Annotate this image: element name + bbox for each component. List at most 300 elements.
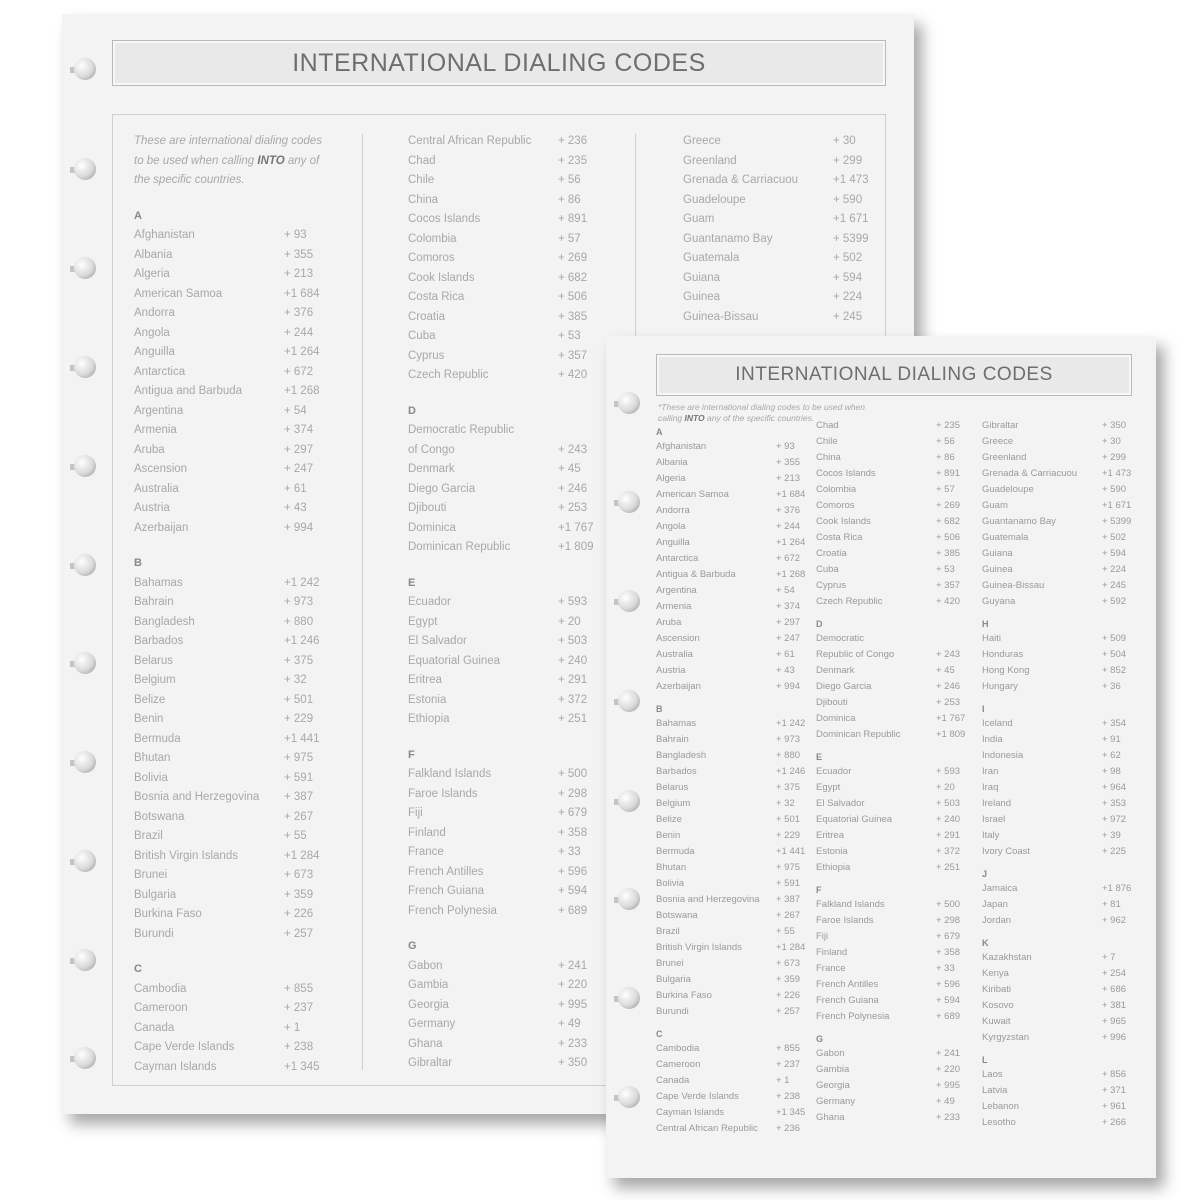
country-name: Iraq	[982, 782, 999, 793]
dialing-code: + 61	[776, 649, 795, 660]
country-name: British Virgin Islands	[656, 942, 742, 953]
country-name: Ireland	[982, 798, 1012, 809]
dialing-code: + 241	[936, 1048, 961, 1059]
code-row	[656, 812, 808, 828]
code-row	[816, 929, 966, 945]
dialing-code: + 245	[833, 310, 863, 323]
dialing-code: +1 268	[284, 385, 320, 397]
code-row	[408, 347, 618, 367]
code-row	[656, 647, 808, 663]
dialing-code: + 353	[1102, 798, 1127, 809]
code-row	[656, 924, 808, 940]
dialing-code: + 880	[776, 750, 801, 761]
code-row	[816, 780, 966, 796]
dialing-code: + 354	[1102, 718, 1127, 729]
country-name: Egypt	[408, 615, 438, 628]
country-name: Czech Republic	[816, 596, 883, 607]
dialing-code: + 266	[1102, 1117, 1127, 1128]
country-name: Latvia	[982, 1085, 1008, 1096]
dialing-code: + 376	[776, 505, 801, 516]
code-row	[982, 764, 1132, 780]
country-name: Antarctica	[656, 553, 699, 564]
code-row	[683, 191, 893, 211]
country-name: Guiana	[982, 548, 1013, 559]
code-row	[656, 1073, 808, 1089]
code-row	[816, 450, 966, 466]
dialing-code: + 355	[284, 248, 314, 261]
code-row	[683, 269, 893, 289]
code-row	[408, 480, 618, 500]
code-row	[408, 652, 618, 672]
country-name: Brunei	[656, 958, 684, 969]
code-row	[134, 480, 344, 500]
country-name: Honduras	[982, 649, 1024, 660]
dialing-code: + 501	[776, 814, 801, 825]
code-row	[134, 304, 344, 324]
country-name: Canada	[134, 1021, 175, 1034]
dialing-code: + 503	[936, 798, 961, 809]
dialing-code: + 240	[936, 814, 961, 825]
dialing-code: +1 876	[1102, 883, 1132, 894]
dialing-code: + 253	[936, 697, 961, 708]
dialing-code: + 251	[936, 862, 961, 873]
dialing-code: + 891	[936, 468, 961, 479]
code-row	[816, 812, 966, 828]
country-name: Central African Republic	[408, 135, 532, 147]
country-name: Guatemala	[683, 252, 740, 264]
country-name: Diego Garcia	[816, 681, 872, 692]
dialing-code: + 257	[776, 1006, 801, 1017]
code-row	[816, 679, 966, 695]
dialing-code: +1 671	[833, 213, 869, 225]
dialing-code: + 237	[284, 1002, 314, 1014]
code-row	[656, 748, 808, 764]
dialing-code: + 500	[558, 768, 588, 780]
page-title: INTERNATIONAL DIALING CODES	[112, 40, 886, 86]
dialing-code: + 689	[558, 904, 588, 917]
dialing-code: + 57	[936, 484, 955, 495]
dialing-code: + 994	[284, 521, 314, 534]
dialing-code: + 376	[284, 307, 314, 319]
code-row	[408, 691, 618, 711]
dialing-code: + 32	[284, 674, 307, 686]
country-name: Albania	[134, 248, 173, 261]
country-name: Guinea	[683, 291, 721, 303]
country-name: Guinea-Bissau	[982, 580, 1045, 591]
code-row	[408, 785, 618, 805]
code-row	[982, 732, 1132, 748]
code-row	[134, 1019, 344, 1039]
dialing-code: + 243	[558, 443, 588, 456]
dialing-code: +1 441	[284, 732, 320, 745]
country-name: Kosovo	[982, 1000, 1014, 1011]
country-name: Djibouti	[816, 697, 848, 708]
country-name: Angola	[656, 521, 686, 532]
code-row	[982, 562, 1132, 578]
code-row	[683, 288, 893, 308]
country-name: Armenia	[134, 424, 177, 436]
dialing-code: + 20	[558, 615, 581, 628]
country-name: Greenland	[683, 154, 737, 167]
dialing-code: + 502	[1102, 532, 1127, 543]
code-row	[656, 471, 808, 487]
code-row	[982, 748, 1132, 764]
country-name: Croatia	[408, 310, 446, 323]
dialing-code: +1 246	[776, 766, 806, 777]
country-name: Burundi	[134, 927, 174, 940]
code-row	[134, 441, 344, 461]
code-row	[982, 546, 1132, 562]
dialing-code: + 372	[558, 693, 588, 706]
dialing-code: + 995	[936, 1080, 961, 1091]
dialing-code: + 213	[776, 473, 801, 484]
code-row	[656, 615, 808, 631]
binder-hole-icon	[614, 987, 640, 1013]
dialing-code: + 856	[1102, 1069, 1127, 1080]
code-row	[982, 1099, 1132, 1115]
dialing-code: +1 284	[776, 942, 806, 953]
code-row	[982, 796, 1132, 812]
country-name: Hong Kong	[982, 665, 1030, 676]
code-row	[408, 902, 618, 922]
dialing-code: + 962	[1102, 915, 1127, 926]
dialing-code: + 372	[936, 846, 961, 857]
dialing-code: + 375	[776, 782, 801, 793]
dialing-code: + 371	[1102, 1085, 1127, 1096]
dialing-code: + 33	[936, 963, 955, 974]
dialing-code: + 229	[776, 830, 801, 841]
dialing-code: + 53	[558, 330, 581, 342]
binder-hole-icon	[70, 455, 96, 481]
dialing-code: + 506	[936, 532, 961, 543]
code-row	[408, 538, 618, 558]
country-name: Belarus	[134, 654, 173, 667]
country-name: Guam	[982, 500, 1008, 511]
dialing-code: + 233	[936, 1112, 961, 1123]
country-name: Antigua and Barbuda	[134, 385, 243, 397]
country-name: Belgium	[134, 674, 176, 686]
code-row	[816, 711, 966, 727]
code-row	[982, 594, 1132, 610]
dialing-code: + 374	[284, 424, 314, 436]
country-name: Burkina Faso	[134, 908, 202, 920]
code-row	[408, 957, 618, 977]
dialing-code: + 226	[284, 908, 314, 920]
code-row	[982, 466, 1132, 482]
binder-hole-icon	[70, 652, 96, 678]
code-row	[408, 1015, 618, 1035]
dialing-code: + 53	[936, 564, 955, 575]
dialing-code: + 226	[776, 990, 801, 1001]
dialing-code: +1 345	[284, 1060, 320, 1073]
dialing-code: + 20	[936, 782, 955, 793]
code-row	[816, 530, 966, 546]
code-row	[134, 905, 344, 925]
code-row	[816, 993, 966, 1009]
country-name: Cameroon	[656, 1059, 701, 1070]
country-name: Comoros	[816, 500, 855, 511]
binder-hole-icon	[70, 158, 96, 184]
binder-hole-icon	[70, 356, 96, 382]
dialing-code: + 387	[284, 791, 314, 803]
dialing-code: + 506	[558, 291, 588, 303]
country-name: Greece	[683, 135, 721, 147]
code-row	[982, 530, 1132, 546]
dialing-code: + 213	[284, 268, 314, 280]
code-row	[656, 503, 808, 519]
country-name: Denmark	[408, 463, 455, 475]
country-name: Argentina	[134, 404, 184, 417]
code-row	[816, 514, 966, 530]
dialing-code: + 267	[284, 810, 314, 823]
dialing-code: + 246	[936, 681, 961, 692]
code-row	[134, 749, 344, 769]
country-name: Argentina	[656, 585, 697, 596]
code-row	[134, 925, 344, 945]
country-name: Iran	[982, 766, 999, 777]
dialing-code: + 501	[284, 693, 314, 706]
country-name: Denmark	[816, 665, 855, 676]
country-name: El Salvador	[816, 798, 865, 809]
country-name: Cape Verde Islands	[656, 1091, 739, 1102]
section-letter: G	[816, 1034, 824, 1044]
country-name: Australia	[656, 649, 693, 660]
country-name: Falkland Islands	[816, 899, 885, 910]
dialing-code: + 298	[936, 915, 961, 926]
code-row	[408, 996, 618, 1016]
country-name: Georgia	[408, 998, 449, 1011]
code-row	[408, 288, 618, 308]
dialing-code: + 235	[936, 420, 961, 431]
country-name: Costa Rica	[816, 532, 863, 543]
country-name: Guam	[683, 213, 715, 225]
code-row	[134, 788, 344, 808]
dialing-code: + 355	[776, 457, 801, 468]
dialing-code: + 594	[1102, 548, 1127, 559]
dialing-code: + 375	[284, 654, 314, 667]
code-row	[408, 863, 618, 883]
dialing-code: + 30	[833, 135, 856, 147]
country-name: Cameroon	[134, 1002, 188, 1014]
country-name: India	[982, 734, 1003, 745]
section-letter: C	[134, 963, 142, 975]
country-name: Bhutan	[656, 862, 687, 873]
code-row	[134, 980, 344, 1000]
code-row	[134, 886, 344, 906]
code-row	[134, 632, 344, 652]
dialing-code: + 241	[558, 959, 588, 972]
code-row	[408, 441, 618, 461]
section-letter: J	[982, 869, 988, 879]
country-name: Ethiopia	[816, 862, 851, 873]
dialing-code: + 240	[558, 654, 588, 667]
dialing-code: + 995	[558, 998, 588, 1011]
country-name: Austria	[134, 502, 170, 514]
code-row	[408, 191, 618, 211]
dialing-code: + 359	[284, 888, 314, 901]
dialing-code: + 251	[558, 713, 588, 725]
dialing-code: + 244	[776, 521, 801, 532]
country-name: Greenland	[982, 452, 1027, 463]
dialing-code: + 594	[558, 885, 588, 897]
section-letter: F	[408, 748, 415, 761]
country-name: Belgium	[656, 798, 691, 809]
dialing-code: + 504	[1102, 649, 1127, 660]
country-name: French Antilles	[408, 865, 484, 878]
code-row	[982, 1014, 1132, 1030]
country-name: Cambodia	[134, 982, 187, 995]
section-letter: H	[982, 619, 989, 629]
code-row	[816, 466, 966, 482]
country-name: American Samoa	[656, 489, 729, 500]
country-name: Botswana	[134, 810, 185, 823]
country-name: Guyana	[982, 596, 1016, 607]
code-row	[408, 210, 618, 230]
dialing-code: + 257	[284, 927, 314, 940]
country-name: Gibraltar	[408, 1057, 453, 1069]
country-name: Fiji	[816, 931, 829, 942]
code-row	[408, 976, 618, 996]
code-row	[656, 1105, 808, 1121]
code-row	[816, 482, 966, 498]
dialing-code: + 247	[284, 463, 314, 475]
dialing-code: +1 473	[1102, 468, 1132, 479]
dialing-code: + 45	[558, 463, 581, 475]
dialing-code: + 350	[1102, 420, 1127, 431]
dialing-code: + 594	[833, 271, 863, 284]
code-row	[816, 764, 966, 780]
country-name: Bhutan	[134, 752, 171, 764]
code-row	[982, 998, 1132, 1014]
dialing-code: + 54	[284, 404, 307, 417]
code-row	[982, 1083, 1132, 1099]
dialing-code: + 56	[936, 436, 955, 447]
dialing-code: + 299	[1102, 452, 1127, 463]
country-name: Germany	[408, 1018, 456, 1030]
country-name: Bahamas	[656, 718, 697, 729]
code-row	[816, 897, 966, 913]
country-name: Finland	[408, 826, 446, 839]
dialing-code: + 596	[936, 979, 961, 990]
code-row	[982, 647, 1132, 663]
code-row	[134, 460, 344, 480]
code-row	[982, 631, 1132, 647]
code-row	[816, 578, 966, 594]
dialing-code: + 852	[1102, 665, 1127, 676]
dialing-code: + 673	[776, 958, 801, 969]
country-name: Finland	[816, 947, 848, 958]
code-row	[982, 1067, 1132, 1083]
code-row	[982, 812, 1132, 828]
dialing-code: + 55	[776, 926, 795, 937]
code-row	[408, 613, 618, 633]
country-name: Kiribati	[982, 984, 1012, 995]
country-name: Algeria	[134, 268, 170, 280]
code-row	[982, 982, 1132, 998]
binder-hole-icon	[70, 1047, 96, 1073]
dialing-code: + 224	[833, 291, 863, 303]
country-name: Italy	[982, 830, 1000, 841]
dialing-code: + 385	[558, 310, 588, 323]
dialing-code: + 975	[284, 752, 314, 764]
binder-hole-icon	[614, 888, 640, 914]
dialing-code: + 503	[558, 635, 588, 647]
code-row	[656, 631, 808, 647]
country-name: Guinea	[982, 564, 1013, 575]
section-letter: C	[656, 1029, 663, 1039]
code-row	[816, 1094, 966, 1110]
dialing-code: + 592	[1102, 596, 1127, 607]
dialing-code: + 254	[1102, 968, 1127, 979]
dialing-code: + 502	[833, 252, 863, 264]
country-name: French Antilles	[816, 979, 879, 990]
country-name: Dominican Republic	[408, 541, 511, 553]
dialing-code: + 420	[558, 369, 588, 381]
country-name: Bosnia and Herzegovina	[134, 791, 260, 803]
country-name: Eritrea	[816, 830, 844, 841]
code-row	[656, 876, 808, 892]
code-row	[656, 796, 808, 812]
dialing-code: + 45	[936, 665, 955, 676]
dialing-code: + 220	[936, 1064, 961, 1075]
dialing-code: + 673	[284, 869, 314, 881]
code-row	[134, 1038, 344, 1058]
dialing-code: + 891	[558, 213, 588, 225]
country-name: Bangladesh	[656, 750, 707, 761]
dialing-code: + 297	[284, 443, 314, 456]
country-name: Ecuador	[816, 766, 852, 777]
country-name: Anguilla	[134, 346, 175, 358]
code-row	[683, 230, 893, 250]
country-name: Gambia	[408, 979, 449, 991]
country-name: Greece	[982, 436, 1014, 447]
code-row	[816, 594, 966, 610]
binder-hole-icon	[70, 949, 96, 975]
dialing-code: + 689	[936, 1011, 961, 1022]
dialing-code: + 1	[284, 1021, 301, 1034]
code-row	[656, 1057, 808, 1073]
code-row	[408, 882, 618, 902]
section-letter: L	[982, 1055, 988, 1065]
dialing-code: + 98	[1102, 766, 1121, 777]
code-row	[656, 940, 808, 956]
dialing-code: + 43	[284, 502, 307, 514]
code-row	[816, 913, 966, 929]
code-row	[408, 671, 618, 691]
dialing-code: + 996	[1102, 1032, 1127, 1043]
section-letter: B	[656, 704, 663, 714]
code-row	[408, 308, 618, 328]
dialing-code: +1 242	[284, 576, 320, 589]
country-name: Aruba	[656, 617, 682, 628]
country-name: Chile	[408, 174, 435, 186]
dialing-code: + 229	[284, 713, 314, 725]
dialing-code: + 237	[776, 1059, 801, 1070]
code-row	[134, 613, 344, 633]
code-column-3	[982, 418, 1132, 1148]
code-row	[816, 961, 966, 977]
country-name: Burkina Faso	[656, 990, 712, 1001]
code-row	[656, 764, 808, 780]
code-row	[134, 324, 344, 344]
code-row	[134, 730, 344, 750]
country-name: Gabon	[408, 959, 443, 972]
country-name: Albania	[656, 457, 688, 468]
country-name: Chad	[408, 154, 436, 167]
dialing-code: + 855	[284, 982, 314, 995]
code-row	[816, 498, 966, 514]
country-name: French Guiana	[816, 995, 879, 1006]
